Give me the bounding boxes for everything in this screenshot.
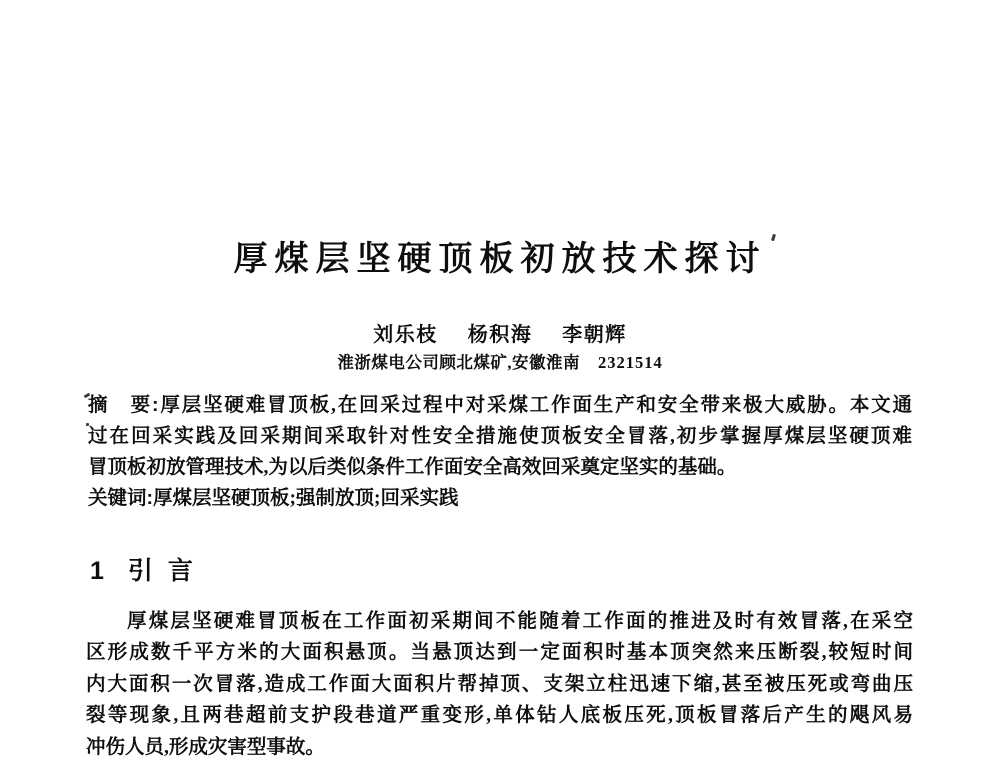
abstract-label: 摘 要: (88, 394, 159, 416)
introduction-paragraph (86, 606, 913, 763)
scan-speck (86, 423, 89, 426)
author-list (0, 318, 1000, 347)
affiliation-text: 淮浙煤电公司顾北煤矿,安徽淮南 (337, 353, 580, 372)
paper-title: 厚煤层坚硬顶板初放技术探讨 (233, 240, 767, 278)
abstract-line: 过在回采实践及回采期间采取针对性安全措施使顶板安全冒落,初步掌握厚煤层坚硬顶难 (88, 426, 912, 447)
body-line: 内大面积一次冒落,造成工作面大面积片帮掉顶、支架立柱迅速下缩,甚至被压死或弯曲压 (86, 673, 913, 695)
abstract-line (88, 390, 912, 421)
keywords-text: 厚煤层坚硬顶板;强制放顶;回采实践 (153, 488, 459, 509)
keywords-line (88, 483, 912, 514)
postal-code: 2321514 (597, 353, 663, 372)
abstract-text: 厚层坚硬难冒顶板,在回采过程中对采煤工作面生产和安全带来极大威胁。本文通 (158, 395, 912, 416)
body-line: 裂等现象,且两巷超前支护段巷道严重变形,单体钻人底板压死,顶板冒落后产生的飓风易 (86, 705, 913, 727)
author-name: 李朝辉 (562, 324, 627, 346)
author-name: 杨积海 (467, 324, 533, 346)
author-name: 刘乐枝 (373, 324, 438, 346)
abstract-line: 冒顶板初放管理技术,为以后类似条件工作面安全高效回采奠定坚实的基础。 (88, 457, 737, 478)
keywords-label: 关键词: (88, 487, 153, 509)
body-line: 厚煤层坚硬难冒顶板在工作面初采期间不能随着工作面的推进及时有效冒落,在采空 (127, 611, 913, 632)
body-line: 冲伤人员,形成灾害型事故。 (86, 736, 325, 758)
section-title: 引言 (127, 557, 208, 585)
abstract-block (88, 390, 912, 514)
section-heading (90, 551, 208, 587)
section-number: 1 (90, 557, 104, 585)
affiliation-line (0, 349, 1000, 373)
body-line: 区形成数千平方米的大面积悬顶。当悬顶达到一定面积时基本顶突然来压断裂,较短时间 (86, 642, 913, 664)
